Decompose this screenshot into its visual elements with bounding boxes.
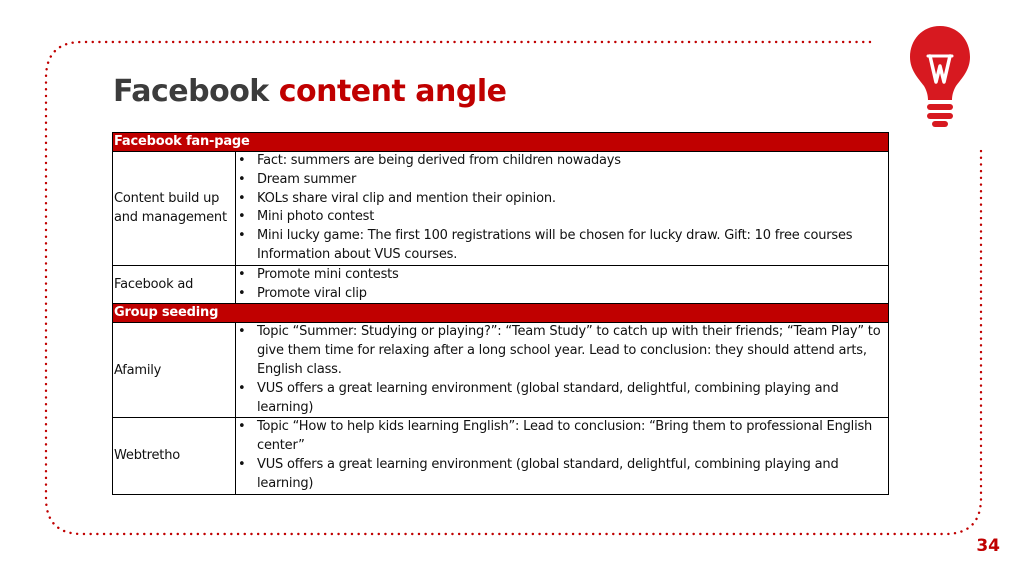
section-header-fanpage [113, 133, 889, 152]
list-item: • Dream summer [237, 171, 886, 190]
row-content [236, 418, 889, 494]
section-header-seeding [113, 304, 889, 323]
list-item: • KOLs share viral clip and mention their opinion. [237, 190, 886, 209]
bullet-list [237, 418, 886, 493]
bullet-list [237, 152, 886, 265]
title-primary: Facebook [113, 74, 269, 109]
list-item: • Promote viral clip [237, 285, 886, 304]
section-title: Group seeding [113, 304, 889, 323]
content-table [112, 132, 889, 495]
bullet-list [237, 266, 886, 304]
page-title [113, 72, 507, 112]
list-item: • Topic “How to help kids learning English”: Lead to conclusion: “Bring them to professional English center” [237, 418, 886, 456]
list-item: • Fact: summers are being derived from children nowadays [237, 152, 886, 171]
table-row [113, 323, 889, 418]
row-content [236, 265, 889, 304]
list-item: • VUS offers a great learning environment (global standard, delightful, combining playing and learning) [237, 456, 886, 494]
list-item: • Promote mini contests [237, 266, 886, 285]
page-number: 34 [976, 536, 1000, 556]
row-label: Webtretho [113, 418, 236, 494]
list-item: • Mini lucky game: The first 100 registrations will be chosen for lucky draw. Gift: 10 free courses Information about VUS courses. [237, 227, 886, 265]
row-label: Afamily [113, 323, 236, 418]
lightbulb-icon [908, 24, 972, 128]
table-row [113, 152, 889, 266]
list-item: • Mini photo contest [237, 208, 886, 227]
list-item: • VUS offers a great learning environment (global standard, delightful, combining playing and learning) [237, 380, 886, 418]
list-item: • Topic “Summer: Studying or playing?”: “Team Study” to catch up with their friends; “Team Play” to give them time for relaxing after a long school year. Lead to conclusion: they should attend arts, English class. [237, 323, 886, 379]
row-content [236, 152, 889, 266]
row-label: Facebook ad [113, 265, 236, 304]
row-content [236, 323, 889, 418]
title-accent: content angle [278, 74, 507, 109]
bullet-list [237, 323, 886, 417]
section-title: Facebook fan-page [113, 133, 889, 152]
table-row [113, 265, 889, 304]
table-row [113, 418, 889, 494]
row-label: Content build up and management [113, 152, 236, 266]
